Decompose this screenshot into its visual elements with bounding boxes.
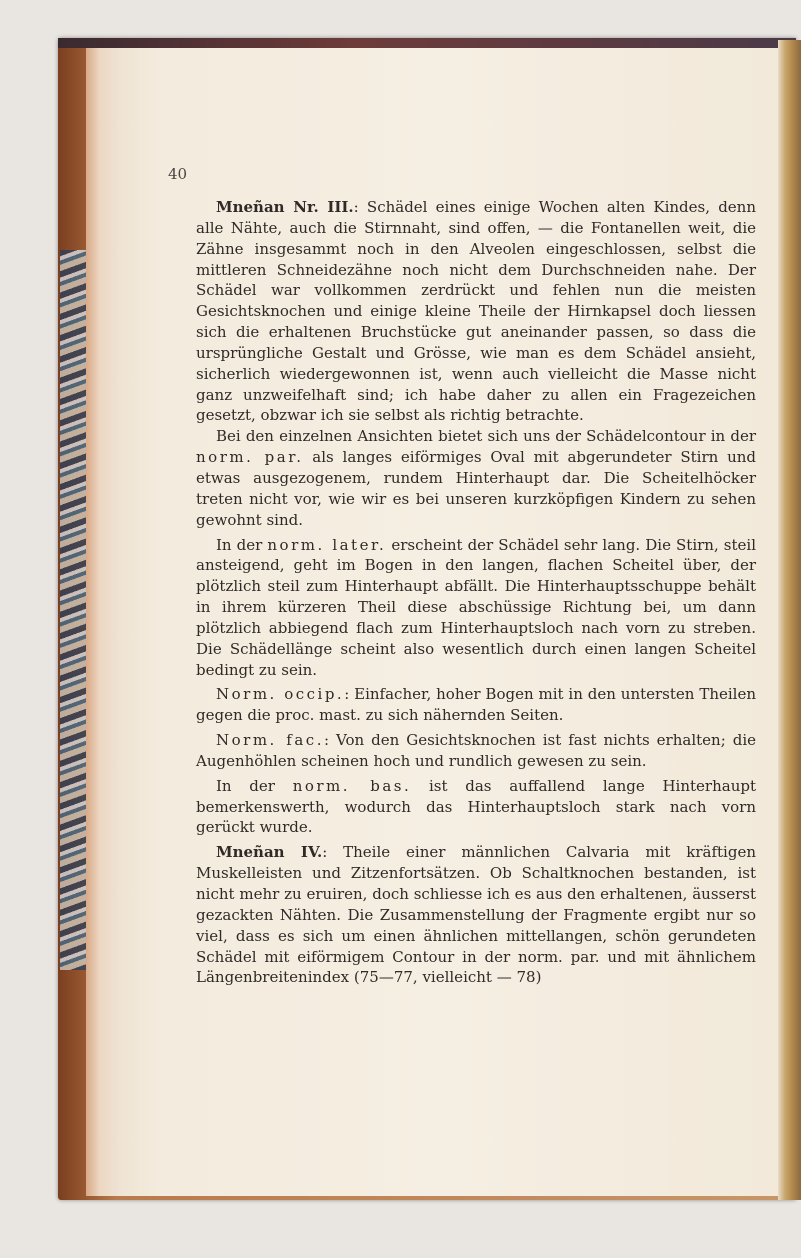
spaced-term: norm. later. (267, 535, 387, 554)
cover-top-edge (58, 38, 796, 48)
paragraph-1: Mnеñan Nr. III.: Schädel eines einige Wochen alten Kindes, denn alle Nähte, auch die Stirnnaht, sind offen, — die Fontanellen weit, die Zähne insgesammt noch in den Alveolen eingeschlossen, selbst die mittleren Schneidezähne noch nicht dem Durchschneiden nahe. Der Schädel war vollkommen zerdrückt und fehlen nun die meisten Gesichtsknochen und einige kleine Theile der Hirnkapsel doch liessen sich die erhaltenen Bruchstücke gut aneinander passen, so dass die ursprüngliche Gestalt und Grösse, wie man es dem Schädel ansieht, sicherlich wiedergewonnen ist, wenn auch vielleicht die Masse nicht ganz unzweifelhaft sind; ich habe daher zu allen ein Fragezeichen gesetzt, obzwar ich sie selbst als richtig betrachte. (196, 198, 756, 425)
spaced-term: norm. par. (196, 448, 304, 467)
page-edges (778, 40, 801, 1200)
paragraph-lead: Mnеñan Nr. III. (216, 198, 354, 216)
paragraph-2: Bei den einzelnen Ansichten bietet sich uns der Schädelcontour in der norm. par. als langes eiförmiges Oval mit abgerundeter Stirn und etwas ausgezogenem, rundem Hinterhaupt dar. Die Scheitelhöcker treten nicht vor, wie wir es bei unseren kurzköpfigen Kindern zu sehen gewohnt sind. (196, 427, 756, 529)
paragraph-3: In der norm. later. erscheint der Schädel sehr lang. Die Stirn, steil ansteigend, geht im Bogen in den langen, flachen Scheitel über, der plötzlich steil zum Hinterhaupt abfällt. Die Hinterhauptsschuppe behält in ihrem kürzeren Theil diese abschüssige Richtung bei, um dann plötzlich abbiegend flach zum Hinterhauptsloch nach vorn zu streben. Die Schädellänge scheint also wesentlich durch einen langen Scheitel bedingt zu sein. (196, 535, 757, 679)
body-text (196, 197, 756, 988)
page-number: 40 (168, 165, 188, 183)
paragraph-4: Norm. occip.: Einfacher, hoher Bogen mit in den untersten Theilen gegen die proc. mast. zu sich nähernden Seiten. (196, 685, 756, 725)
paragraph-6: In der norm. bas. ist das auffallend lange Hinterhaupt bemerkenswerth, wodurch das Hinterhauptsloch stark nach vorn gerückt wurde. (196, 776, 756, 837)
spaced-term: Norm. fac. (216, 731, 324, 750)
paragraph-7: Mnеñan IV.: Theile einer männlichen Calvaria mit kräftigen Muskelleisten und Zitzenfortsätzen. Ob Schaltknochen bestanden, ist nicht mehr zu eruiren, doch schliesse ich es aus den erhaltenen, äusserst gezackten Nähten. Die Zusammenstellung der Fragmente ergibt nur so viel, dass es sich um einen ähnlichen mittellangen, schön gerundeten Schädel mit eiförmigem Contour in der norm. par. und mit ähnlichem Längenbreitenindex (75—77, vielleicht — 78) (196, 843, 756, 987)
paragraph-lead: Mnеñan IV. (216, 843, 323, 862)
paragraph-5: Norm. fac.: Von den Gesichtsknochen ist fast nichts erhalten; die Augenhöhlen scheinen hoch und rundlich gewesen zu sein. (196, 731, 757, 770)
spaced-term: norm. bas. (292, 776, 412, 795)
spaced-term: Norm. occip. (216, 685, 345, 704)
page-gutter (86, 48, 120, 1196)
